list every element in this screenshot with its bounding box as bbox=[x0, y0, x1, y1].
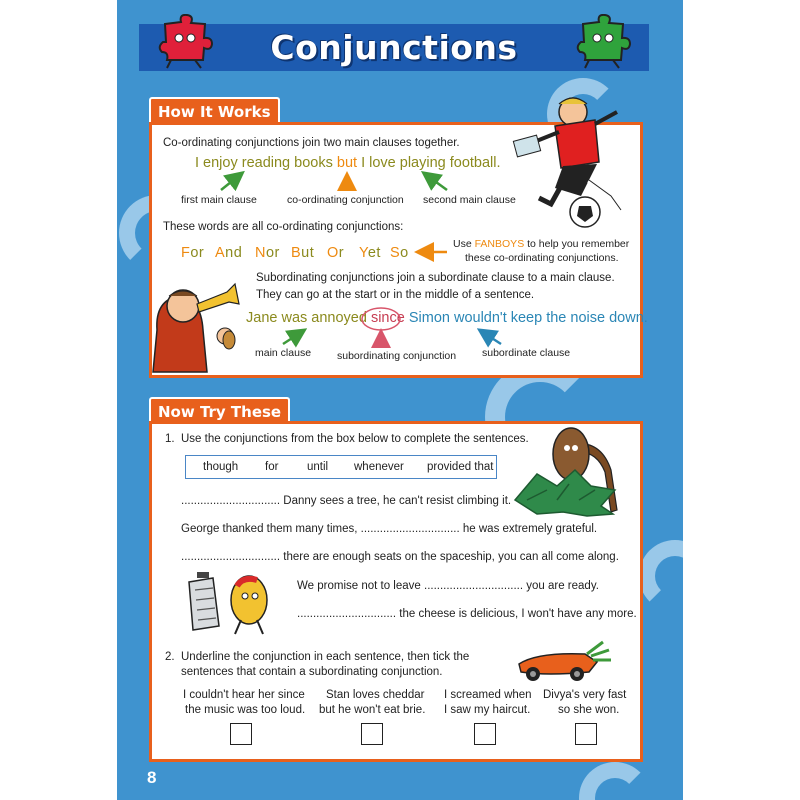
page-number: 8 bbox=[147, 768, 157, 787]
sub-desc-line1: Subordinating conjunctions join a subordinate clause to a main clause. bbox=[256, 272, 615, 284]
q2-sentence-4-line2: so she won. bbox=[558, 704, 620, 716]
arrow-first-clause bbox=[221, 174, 241, 190]
word-though: though bbox=[203, 461, 239, 473]
page-title: Conjunctions bbox=[270, 28, 518, 67]
fanboys-word-for: For bbox=[181, 245, 205, 261]
q2-sentence-2-line2: but he won't eat brie. bbox=[319, 704, 426, 716]
fanboys-word-so: So bbox=[390, 245, 409, 261]
label-second-main-clause: second main clause bbox=[423, 194, 516, 206]
cheese-grater-illustration bbox=[189, 572, 267, 634]
fanboys-tip-line2: these co-ordinating conjunctions. bbox=[465, 252, 619, 264]
q1-sentence-4: We promise not to leave ............................... you are ready. bbox=[297, 580, 599, 592]
q2-sentence-3-line2: I saw my haircut. bbox=[444, 704, 531, 716]
q2-sentence-4-line1: Divya's very fast bbox=[543, 689, 627, 701]
q2-sentence-1-line1: I couldn't hear her since bbox=[183, 689, 305, 701]
label-subordinating-conjunction: subordinating conjunction bbox=[337, 350, 457, 362]
word-until: until bbox=[307, 461, 329, 473]
example-conjunction: but bbox=[336, 155, 358, 171]
tree-illustration bbox=[515, 428, 617, 516]
fanboys-word-or: Or bbox=[327, 245, 345, 261]
q2-instruction-line2: sentences that contain a subordinating conjunction. bbox=[181, 666, 443, 678]
label-first-main-clause: first main clause bbox=[181, 194, 257, 206]
arrow-main-clause bbox=[283, 331, 303, 344]
fanboys-intro: These words are all co-ordinating conjunctions: bbox=[163, 221, 404, 233]
q1-number: 1. bbox=[165, 433, 175, 445]
q1-sentence-1: ............................... Danny sees a tree, he can't resist climbing it. bbox=[181, 495, 512, 507]
q2-sentence-2-line1: Stan loves cheddar bbox=[326, 689, 425, 701]
footballer-illustration bbox=[513, 98, 621, 227]
answer-blank[interactable]: ............................... bbox=[181, 495, 281, 507]
sub-example-main-clause: Jane was annoyed bbox=[246, 310, 371, 326]
sub-desc-line2: They can go at the start or in the middle of a sentence. bbox=[256, 289, 535, 301]
q2-sentence-1-line2: the music was too loud. bbox=[185, 704, 306, 716]
fanboys-word-nor: Nor bbox=[255, 245, 280, 261]
q2-number: 2. bbox=[165, 651, 175, 663]
fanboys-word-and: And bbox=[215, 245, 243, 261]
carrot-car-illustration bbox=[499, 642, 611, 681]
word-for: for bbox=[265, 461, 279, 473]
coord-intro: Co-ordinating conjunctions join two main clauses together. bbox=[163, 137, 460, 149]
q1-sentence-3: ............................... there are enough seats on the spaceship, you can all come along. bbox=[181, 551, 619, 563]
trumpeter-illustration bbox=[153, 284, 239, 372]
overlay-graphics bbox=[117, 0, 683, 800]
label-subordinate-clause: subordinate clause bbox=[482, 347, 571, 359]
answer-blank[interactable]: ............................... bbox=[424, 580, 524, 592]
q1-sentence-2: George thanked them many times, ............................... he was extremely grateful. bbox=[181, 523, 598, 535]
label-coordinating-conjunction: co-ordinating conjunction bbox=[287, 194, 404, 206]
fanboys-word-yet: Yet bbox=[359, 245, 381, 261]
since-highlight-oval bbox=[362, 308, 400, 330]
example-clause-2: I love playing football. bbox=[357, 155, 501, 171]
q2-instruction-line1: Underline the conjunction in each sentence, then tick the bbox=[181, 651, 470, 663]
now-try-heading: Now Try These bbox=[149, 397, 290, 425]
how-it-works-heading: How It Works bbox=[149, 97, 280, 125]
answer-blank[interactable]: ............................... bbox=[181, 551, 281, 563]
answer-blank[interactable]: ............................... bbox=[297, 608, 397, 620]
arrow-second-clause bbox=[425, 174, 447, 190]
q1-sentence-5: ............................... the cheese is delicious, I won't have any more. bbox=[297, 608, 637, 620]
word-whenever: whenever bbox=[354, 461, 404, 473]
sub-example-subordinate-clause: Simon wouldn't keep the noise down. bbox=[404, 310, 648, 326]
fanboys-tip: Use FANBOYS to help you remember bbox=[453, 238, 630, 250]
answer-blank[interactable]: ............................... bbox=[360, 523, 460, 535]
example-clause-1: I enjoy reading books bbox=[195, 155, 337, 171]
sub-example-conjunction: since bbox=[370, 310, 405, 326]
page bbox=[117, 0, 683, 800]
arrow-sub-clause bbox=[481, 331, 501, 344]
q1-instruction: Use the conjunctions from the box below to complete the sentences. bbox=[181, 433, 529, 445]
word-provided-that: provided that bbox=[427, 461, 494, 473]
label-main-clause: main clause bbox=[255, 347, 312, 359]
q2-sentence-3-line1: I screamed when bbox=[444, 689, 532, 701]
fanboys-word-but: But bbox=[291, 245, 315, 261]
